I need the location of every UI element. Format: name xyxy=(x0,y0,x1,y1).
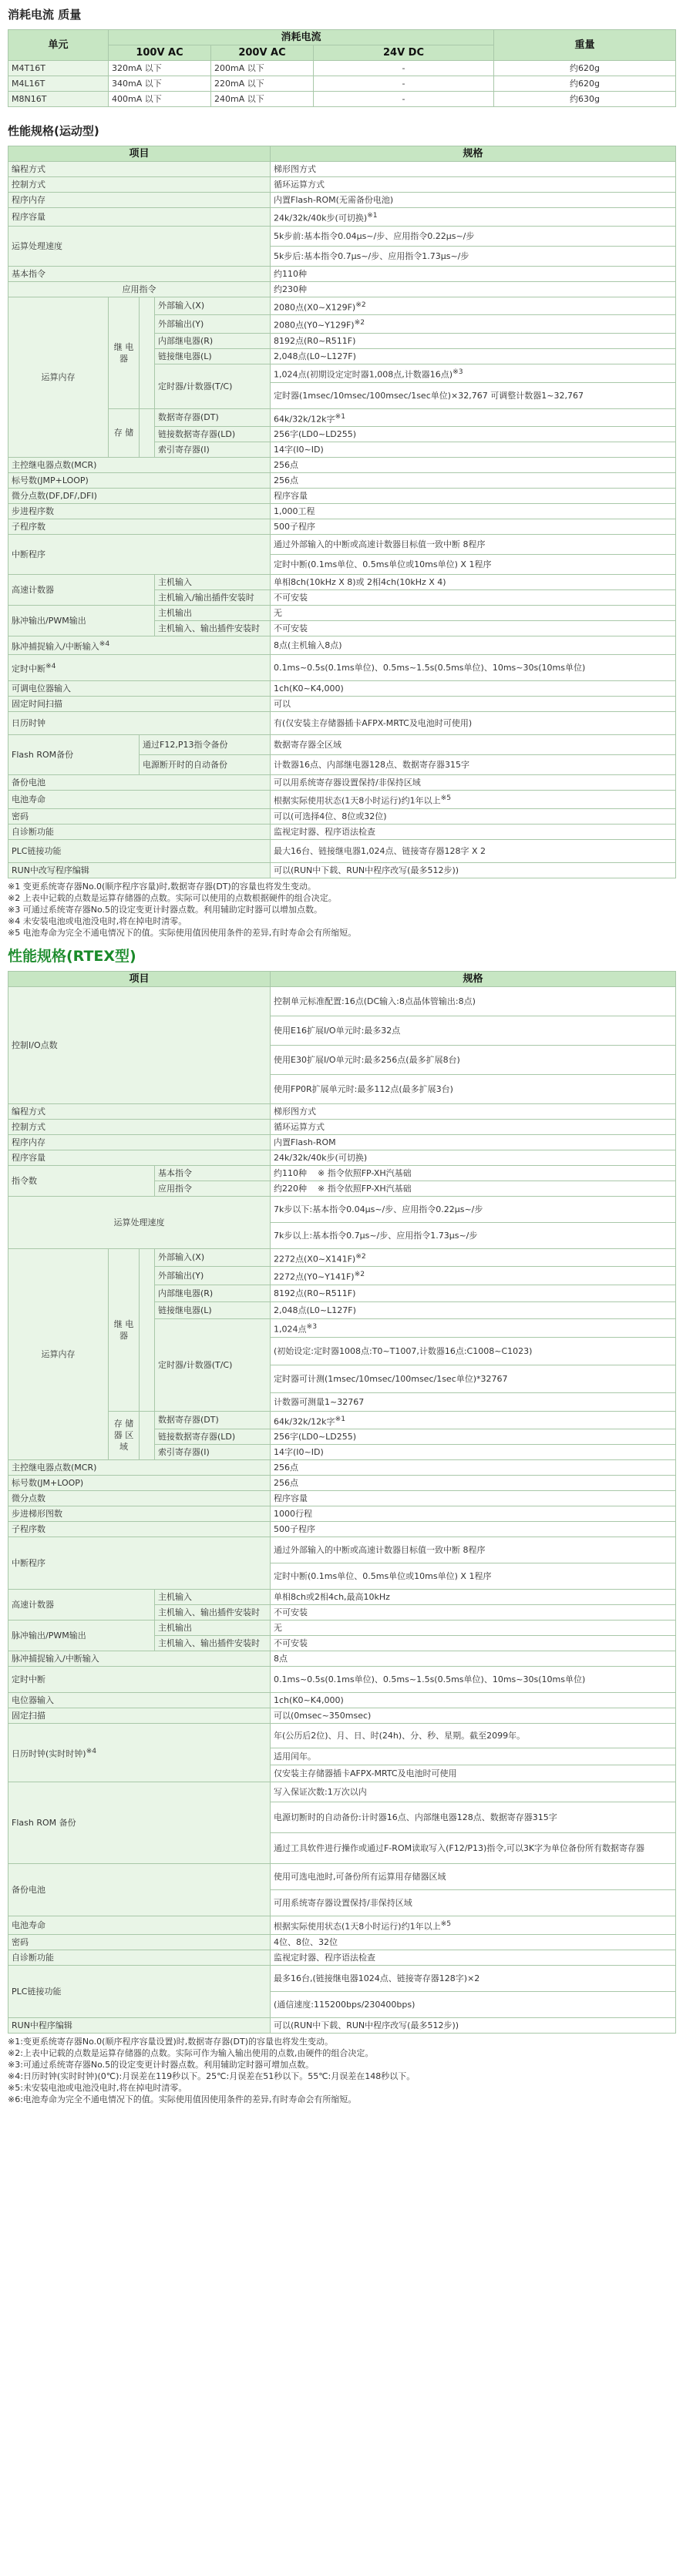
consumption-table xyxy=(8,29,676,107)
row-label: 子程序数 xyxy=(8,1522,271,1537)
row-value: 使用E30扩展I/O单元时:最多256点(最多扩展8台) xyxy=(271,1045,676,1074)
row-value xyxy=(271,1248,676,1267)
row-value: 可用系统寄存器设置保持/非保持区域 xyxy=(271,1890,676,1916)
footnote-mark: ※1 xyxy=(335,411,346,421)
value-text: 2272点(X0~X141F) xyxy=(274,1254,356,1264)
row-label: 固定扫描 xyxy=(8,1708,271,1724)
value-text: 1,024点 xyxy=(274,1324,307,1335)
current-cell: - xyxy=(314,61,494,76)
footnote: ※2 上表中记载的点数是运算存储器的点数。实际可以使用的点数根据硬件的组合决定。 xyxy=(8,892,337,903)
row-value: 可以用系统寄存器设置保持/非保持区域 xyxy=(271,774,676,790)
row-value: 程序容量 xyxy=(271,489,676,504)
row-value: 仅安装主存储器插卡AFPX-MRTC及电池时可使用 xyxy=(271,1765,676,1782)
row-value: 计数器16点、内部继电器128点、数据寄存器315字 xyxy=(271,754,676,774)
row-value: 256点 xyxy=(271,473,676,489)
row-label: PLC链接功能 xyxy=(8,839,271,862)
row-value: 1000行程 xyxy=(271,1506,676,1522)
row-value: 无 xyxy=(271,1620,676,1636)
row-value: 通过外部输入的中断或高速计数器目标值一致中断 8程序 xyxy=(271,1537,676,1563)
value-text: 约110种 xyxy=(274,1167,308,1178)
row-value: 控制单元标准配置:16点(DC输入:8点晶体管输出:8点) xyxy=(271,986,676,1016)
value-text: 2080点(X0~X129F) xyxy=(274,302,356,313)
row-value: 5k步前:基本指令0.04μs~/步、应用指令0.22μs~/步 xyxy=(271,226,676,246)
sub-label: 数据寄存器(DT) xyxy=(155,1411,271,1429)
sub-label: 主机输出 xyxy=(155,606,271,621)
group-label: 存 储 xyxy=(109,408,140,458)
row-value: 梯形图方式 xyxy=(271,162,676,177)
row-value: 2,048点(L0~L127F) xyxy=(271,1301,676,1318)
row-value: 可以(RUN中下载、RUN中程序改写(最多512步)) xyxy=(271,862,676,878)
value-text: 根据实际使用状态(1天8小时运行)约1年以上 xyxy=(274,795,441,806)
row-value: 可以(0msec~350msec) xyxy=(271,1708,676,1724)
value-text: 2272点(Y0~Y141F) xyxy=(274,1271,355,1282)
sub-label: 内部继电器(R) xyxy=(155,1285,271,1301)
sub-label: 主机输入 xyxy=(155,575,271,590)
row-value: 单相8ch(10kHz X 8)或 2相4ch(10kHz X 4) xyxy=(271,575,676,590)
row-label: 指令数 xyxy=(8,1165,155,1196)
row-value: 256点 xyxy=(271,458,676,473)
row-value: 1ch(K0~K4,000) xyxy=(271,1693,676,1708)
sub-label: 外部输出(Y) xyxy=(155,1267,271,1285)
row-value: 监视定时器、程序语法检查 xyxy=(271,824,676,839)
footnote-mark: ※5 xyxy=(440,1919,452,1929)
row-label: 主控继电器点数(MCR) xyxy=(8,458,271,473)
col-weight: 重量 xyxy=(494,30,676,61)
value-text: 2080点(Y0~Y129F) xyxy=(274,320,355,331)
row-value: 8点(主机输入8点) xyxy=(271,636,676,655)
row-value: 500子程序 xyxy=(271,1522,676,1537)
footnote: ※4 未安装电池或电池没电时,将在掉电时清零。 xyxy=(8,915,187,926)
row-value: 7k步以上:基本指令0.7μs~/步、应用指令1.73μs~/步 xyxy=(271,1222,676,1248)
row-value: 通过工具软件进行操作或通过F-ROM读取写入(F12/P13)指令,可以3K字为单位备份所有数据寄存器 xyxy=(271,1833,676,1864)
row-label: 运算处理速度 xyxy=(8,226,271,266)
row-value: 8192点(R0~R511F) xyxy=(271,333,676,348)
footnote: ※4:日历时钟(实时时钟)(0℃):月误差在119秒以下。25℃:月误差在51秒以下。55℃:月误差在148秒以下。 xyxy=(8,2071,416,2081)
row-label: 运算处理速度 xyxy=(8,1196,271,1248)
value-text: 64k/32k/12k字 xyxy=(274,1416,335,1427)
sub-label: 主机输入、输出插件安装时 xyxy=(155,1605,271,1620)
current-cell: 320mA 以下 xyxy=(109,61,211,76)
row-value: 可以(RUN中下载、RUN中程序改写(最多512步)) xyxy=(271,2017,676,2033)
footnote: ※5 电池寿命为完全不通电情况下的值。实际使用值因使用条件的差异,有时寿命会有所缩短。 xyxy=(8,927,357,938)
row-value xyxy=(271,790,676,808)
footnote: ※1 变更系统寄存器No.0(顺序程序容量)时,数据寄存器(DT)的容量也将发生变动。 xyxy=(8,881,316,892)
spec2-table xyxy=(8,971,676,2034)
row-value: 循环运算方式 xyxy=(271,177,676,193)
unit-cell: M4T16T xyxy=(8,61,109,76)
row-value: 定时器(1msec/10msec/100msec/1sec单位)×32,767 可调整计数器1~32,767 xyxy=(271,382,676,408)
row-value xyxy=(271,364,676,382)
row-value: 8点 xyxy=(271,1651,676,1667)
row-label: 标号数(JMP+LOOP) xyxy=(8,473,271,489)
sub-label: 链接继电器(L) xyxy=(155,1301,271,1318)
row-label: 程序内存 xyxy=(8,1134,271,1150)
row-label: 日历时钟 xyxy=(8,711,271,734)
row-label: 固定时间扫描 xyxy=(8,696,271,711)
row-label: 微分点数 xyxy=(8,1491,271,1506)
row-value: 14字(I0~ID) xyxy=(271,1445,676,1460)
col-unit: 单元 xyxy=(8,30,109,61)
row-label: 脉冲捕捉输入/中断输入 xyxy=(8,1651,271,1667)
sub-label: 索引寄存器(I) xyxy=(155,442,271,458)
row-value: 电源切断时的自动备份:计时器16点、内部继电器128点、数据寄存器315字 xyxy=(271,1802,676,1833)
row-value xyxy=(271,1181,676,1196)
row-value: 1,000工程 xyxy=(271,504,676,519)
row-label: 密码 xyxy=(8,1934,271,1950)
sub-label: 数据寄存器(DT) xyxy=(155,408,271,427)
row-value xyxy=(271,208,676,227)
row-label: 控制I/O点数 xyxy=(8,986,271,1103)
row-value: 不可安装 xyxy=(271,1636,676,1651)
row-label: 控制方式 xyxy=(8,1119,271,1134)
footnote-mark: ※3 xyxy=(453,367,463,376)
row-value: 7k步以下:基本指令0.04μs~/步、应用指令0.22μs~/步 xyxy=(271,1196,676,1222)
row-label: Flash ROM备份 xyxy=(8,734,140,774)
row-label: 电位器输入 xyxy=(8,1693,271,1708)
row-value: 约110种 xyxy=(271,266,676,281)
spec2-title: 性能规格(RTEX型) xyxy=(8,947,136,965)
row-value: 监视定时器、程序语法检查 xyxy=(271,1950,676,1965)
row-value: 256点 xyxy=(271,1460,676,1476)
row-value: 年(公历后2位)、月、日、时(24h)、分、秒、星期。截至2099年。 xyxy=(271,1724,676,1748)
row-label: 高速计数器 xyxy=(8,575,155,606)
row-value: 8192点(R0~R511F) xyxy=(271,1285,676,1301)
row-label: 电池寿命 xyxy=(8,1916,271,1935)
value-note: ※ 指令依照FP-XH汽基础 xyxy=(318,1183,412,1194)
footnote-mark: ※4 xyxy=(99,640,110,649)
sub-label: 应用指令 xyxy=(155,1181,271,1196)
sub-label: 内部继电器(R) xyxy=(155,333,271,348)
current-cell: 220mA 以下 xyxy=(211,76,314,92)
row-value: 适用闰年。 xyxy=(271,1748,676,1765)
footnote-mark: ※1 xyxy=(335,1414,346,1423)
row-value: 不可安装 xyxy=(271,621,676,636)
row-label: 中断程序 xyxy=(8,1537,271,1590)
footnote-mark: ※3 xyxy=(306,1322,318,1331)
row-value: 256点 xyxy=(271,1476,676,1491)
label-text: 日历时钟(实时时钟) xyxy=(12,1749,86,1760)
row-value: 256字(LD0~LD255) xyxy=(271,427,676,442)
group-spacer xyxy=(140,1248,155,1411)
row-value: 循环运算方式 xyxy=(271,1119,676,1134)
col-item: 项目 xyxy=(8,146,271,162)
row-label: 基本指令 xyxy=(8,266,271,281)
footnote-mark: ※2 xyxy=(355,300,366,309)
current-cell: - xyxy=(314,76,494,92)
row-label: 编程方式 xyxy=(8,162,271,177)
group-label: 继 电 器 xyxy=(109,297,140,408)
label-text: 脉冲捕捉输入/中断输入 xyxy=(12,641,99,652)
group-spacer xyxy=(140,1411,155,1460)
row-value: 1ch(K0~K4,000) xyxy=(271,680,676,696)
footnote-mark: ※4 xyxy=(45,662,56,671)
row-label: 子程序数 xyxy=(8,519,271,535)
row-label: 程序容量 xyxy=(8,1150,271,1165)
sub-label: 链接数据寄存器(LD) xyxy=(155,1429,271,1445)
row-label: 备份电池 xyxy=(8,1864,271,1916)
footnote: ※2:上表中记载的点数是运算存储器的点数。实际可作为输入输出使用的点数,由硬件的组合决定。 xyxy=(8,2047,374,2058)
row-value: 256字(LD0~LD255) xyxy=(271,1429,676,1445)
row-value: 500子程序 xyxy=(271,519,676,535)
consumption-title: 消耗电流 质量 xyxy=(8,8,82,22)
row-label: 脉冲输出/PWM输出 xyxy=(8,1620,155,1651)
row-value: 0.1ms~0.5s(0.1ms单位)、0.5ms~1.5s(0.5ms单位)、10ms~30s(10ms单位) xyxy=(271,1667,676,1693)
row-label: 备份电池 xyxy=(8,774,271,790)
sub-label: 定时器/计数器(T/C) xyxy=(155,364,271,408)
row-value: 使用可选电池时,可备份所有运算用存储器区域 xyxy=(271,1864,676,1890)
sub-label: 链接数据寄存器(LD) xyxy=(155,427,271,442)
row-value: 可以(可选择4位、8位或32位) xyxy=(271,808,676,824)
row-label: 微分点数(DF,DF/,DFI) xyxy=(8,489,271,504)
row-label: 运算内存 xyxy=(8,1248,109,1460)
row-label: 控制方式 xyxy=(8,177,271,193)
row-value xyxy=(271,1318,676,1337)
footnote-mark: ※4 xyxy=(86,1747,97,1756)
row-value: 5k步后:基本指令0.7μs~/步、应用指令1.73μs~/步 xyxy=(271,246,676,266)
footnote-mark: ※2 xyxy=(354,1270,365,1279)
row-value: 使用E16扩展I/O单元时:最多32点 xyxy=(271,1016,676,1045)
value-text: 约220种 xyxy=(274,1183,308,1194)
col-spec: 规格 xyxy=(271,146,676,162)
footnote-mark: ※1 xyxy=(367,211,378,220)
row-label: 步进程序数 xyxy=(8,504,271,519)
row-value: 不可安装 xyxy=(271,1605,676,1620)
row-value: 内置Flash-ROM xyxy=(271,1134,676,1150)
row-value xyxy=(271,1267,676,1285)
sub-label: 外部输入(X) xyxy=(155,1248,271,1267)
weight-cell: 约620g xyxy=(494,76,676,92)
row-label: 自诊断功能 xyxy=(8,1950,271,1965)
row-value xyxy=(271,315,676,334)
row-value: 定时中断(0.1ms单位、0.5ms单位或10ms单位) X 1程序 xyxy=(271,1563,676,1590)
row-value: 定时器可计测(1msec/10msec/100msec/1sec单位)*32767 xyxy=(271,1365,676,1392)
row-value: 数据寄存器全区域 xyxy=(271,734,676,754)
row-label: 自诊断功能 xyxy=(8,824,271,839)
row-value: 可以 xyxy=(271,696,676,711)
row-value: 单相8ch或2相4ch,最高10kHz xyxy=(271,1590,676,1605)
col-100v: 100V AC xyxy=(109,45,211,61)
row-value: 最大16台、链接继电器1,024点、链接寄存器128字 X 2 xyxy=(271,839,676,862)
row-label: 编程方式 xyxy=(8,1103,271,1119)
row-label: 密码 xyxy=(8,808,271,824)
row-value xyxy=(271,1916,676,1935)
value-text: 1,024点(初期设定定时器1,008点,计数器16点) xyxy=(274,369,453,380)
row-value: 写入保证次数:1万次以内 xyxy=(271,1782,676,1802)
row-value: 不可安装 xyxy=(271,590,676,606)
row-label: PLC链接功能 xyxy=(8,1965,271,2017)
spec2-notes xyxy=(8,2036,675,2105)
row-label: 中断程序 xyxy=(8,535,271,575)
row-label xyxy=(8,654,271,680)
group-spacer xyxy=(140,297,155,408)
row-value: 有(仅安装主存储器插卡AFPX-MRTC及电池时可使用) xyxy=(271,711,676,734)
row-label: 程序容量 xyxy=(8,208,271,227)
row-label: 定时中断 xyxy=(8,1667,271,1693)
col-spec: 规格 xyxy=(271,971,676,986)
row-label: 步进梯形图数 xyxy=(8,1506,271,1522)
spec1-table xyxy=(8,146,676,878)
sub-label: 主机输出 xyxy=(155,1620,271,1636)
value-text: 根据实际使用状态(1天8小时运行)约1年以上 xyxy=(274,1921,441,1932)
sub-label: 定时器/计数器(T/C) xyxy=(155,1318,271,1411)
weight-cell: 约620g xyxy=(494,61,676,76)
current-cell: 240mA 以下 xyxy=(211,92,314,107)
footnote-mark: ※2 xyxy=(354,318,365,327)
row-value xyxy=(271,297,676,315)
sub-label: 电源断开时的自动备份 xyxy=(140,754,271,774)
label-text: 定时中断 xyxy=(12,663,45,674)
row-label: 可调电位器输入 xyxy=(8,680,271,696)
unit-cell: M8N16T xyxy=(8,92,109,107)
footnote: ※3:可通过系统寄存器No.5的设定变更计时器点数。利用辅助定时器可增加点数。 xyxy=(8,2059,315,2070)
row-value: 内置Flash-ROM(无需备份电池) xyxy=(271,193,676,208)
sub-label: 主机输入 xyxy=(155,1590,271,1605)
row-value: 最多16台,(链接继电器1024点、链接寄存器128字)×2 xyxy=(271,1965,676,1991)
sub-label: 主机输入、输出插件安装时 xyxy=(155,621,271,636)
footnote: ※1:变更系统寄存器No.0(顺序程序容量设置)时,数据寄存器(DT)的容量也将发生变动。 xyxy=(8,2036,334,2047)
row-value: 使用FP0R扩展单元时:最多112点(最多扩展3台) xyxy=(271,1074,676,1103)
sub-label: 通过F12,P13指令备份 xyxy=(140,734,271,754)
col-current: 消耗电流 xyxy=(109,30,494,45)
unit-cell: M4L16T xyxy=(8,76,109,92)
row-value: 14字(I0~ID) xyxy=(271,442,676,458)
footnote: ※3 可通过系统寄存器No.5的设定变更计时器点数。利用辅助定时器可以增加点数。 xyxy=(8,904,322,915)
group-label: 存 储 器 区 域 xyxy=(109,1411,140,1460)
current-cell: 400mA 以下 xyxy=(109,92,211,107)
current-cell: 200mA 以下 xyxy=(211,61,314,76)
col-200v: 200V AC xyxy=(211,45,314,61)
row-label xyxy=(8,1724,271,1782)
sub-label: 主机输入/输出插件安装时 xyxy=(155,590,271,606)
row-value xyxy=(271,408,676,427)
row-label: 高速计数器 xyxy=(8,1590,155,1620)
group-spacer xyxy=(140,408,155,458)
col-24v: 24V DC xyxy=(314,45,494,61)
row-value: 程序容量 xyxy=(271,1491,676,1506)
footnote: ※6:电池寿命为完全不通电情况下的值。实际使用值因使用条件的差异,有时寿命会有所缩短。 xyxy=(8,2094,357,2104)
sub-label: 外部输入(X) xyxy=(155,297,271,315)
sub-label: 主机输入、输出插件安装时 xyxy=(155,1636,271,1651)
row-label: 应用指令 xyxy=(8,281,271,297)
current-cell: - xyxy=(314,92,494,107)
footnote-mark: ※2 xyxy=(355,1251,366,1261)
row-label: RUN中改写程序编辑 xyxy=(8,862,271,878)
current-cell: 340mA 以下 xyxy=(109,76,211,92)
row-value: 0.1ms~0.5s(0.1ms单位)、0.5ms~1.5s(0.5ms单位)、10ms~30s(10ms单位) xyxy=(271,654,676,680)
sub-label: 基本指令 xyxy=(155,1165,271,1181)
row-value: (通信速度:115200bps/230400bps) xyxy=(271,1991,676,2017)
row-label: Flash ROM 备份 xyxy=(8,1782,271,1864)
row-value: 约230种 xyxy=(271,281,676,297)
footnote: ※5:未安装电池或电池没电时,将在掉电时清零。 xyxy=(8,2082,187,2093)
row-label: 脉冲输出/PWM输出 xyxy=(8,606,155,636)
value-note: ※ 指令依照FP-XH汽基础 xyxy=(318,1167,412,1178)
row-value: 2,048点(L0~L127F) xyxy=(271,348,676,364)
value-text: 64k/32k/12k字 xyxy=(274,414,335,425)
sub-label: 索引寄存器(I) xyxy=(155,1445,271,1460)
row-value: 定时中断(0.1ms单位、0.5ms单位或10ms单位) X 1程序 xyxy=(271,555,676,575)
col-item: 项目 xyxy=(8,971,271,986)
sub-label: 外部输出(Y) xyxy=(155,315,271,334)
row-value: 梯形图方式 xyxy=(271,1103,676,1119)
spec1-notes xyxy=(8,881,675,939)
row-label: 标号数(JM+LOOP) xyxy=(8,1476,271,1491)
row-value: 计数器可测量1~32767 xyxy=(271,1392,676,1411)
spec1-title: 性能规格(运动型) xyxy=(8,124,99,138)
row-label: 电池寿命 xyxy=(8,790,271,808)
row-label: 运算内存 xyxy=(8,297,109,458)
row-value: 4位、8位、32位 xyxy=(271,1934,676,1950)
row-value: 通过外部输入的中断或高速计数器目标值一致中断 8程序 xyxy=(271,535,676,555)
page xyxy=(8,5,675,2105)
row-value xyxy=(271,1165,676,1181)
weight-cell: 约630g xyxy=(494,92,676,107)
footnote-mark: ※5 xyxy=(440,793,452,802)
value-text: 24k/32k/40k步(可切换) xyxy=(274,213,368,223)
row-value xyxy=(271,1411,676,1429)
row-value: (初始设定:定时器1008点:T0~T1007,计数器16点:C1008~C1023) xyxy=(271,1337,676,1365)
row-label: RUN中程序编辑 xyxy=(8,2017,271,2033)
row-label: 程序内存 xyxy=(8,193,271,208)
group-label: 继 电 器 xyxy=(109,1248,140,1411)
row-value: 无 xyxy=(271,606,676,621)
row-label xyxy=(8,636,271,655)
sub-label: 链接继电器(L) xyxy=(155,348,271,364)
row-label: 主控继电器点数(MCR) xyxy=(8,1460,271,1476)
row-value: 24k/32k/40k步(可切换) xyxy=(271,1150,676,1165)
